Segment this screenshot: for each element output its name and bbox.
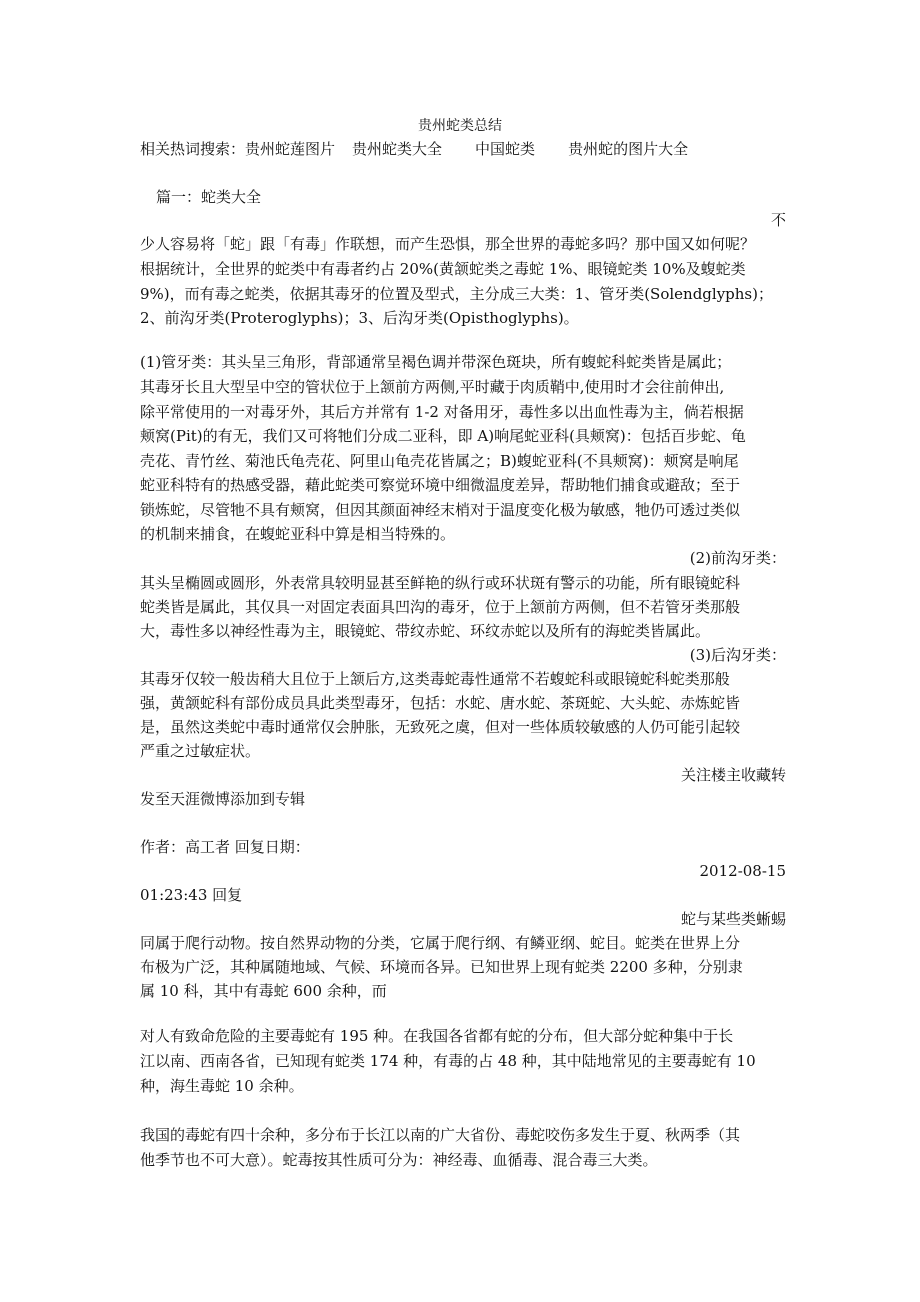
text-line: 除平常使用的一对毒牙外，其后方并常有 1-2 对备用牙，毒性多以出血性毒为主，倘若根据: [140, 403, 744, 421]
text-line: 蛇类皆是属此，其仅具一对固定表面具凹沟的毒牙，位于上颔前方两侧，但不若管牙类那般: [140, 598, 741, 616]
text-line: 我国的毒蛇有四十余种，多分布于长江以南的广大省份、毒蛇咬伤多发生于夏、秋两季（其: [140, 1126, 741, 1144]
text-line: 颊窝(Pit)的有无，我们又可将牠们分成二亚科，即 A)响尾蛇亚科(具颊窝)：包括百步蛇、龟: [140, 427, 746, 445]
keyword-link[interactable]: 贵州蛇莲图片: [245, 140, 336, 158]
follow-collect-link[interactable]: 关注楼主收藏转: [680, 766, 786, 784]
text-line: 对人有致命危险的主要毒蛇有 195 种。在我国各省都有蛇的分布，但大部分蛇种集中于长: [140, 1027, 734, 1045]
page-title: 贵州蛇类总结: [418, 118, 502, 134]
reply-date: 2012-08-15: [699, 862, 786, 880]
text-line: 少人容易将「蛇」跟「有毒」作联想，而产生恐惧，那全世界的毒蛇多吗？那中国又如何呢？: [140, 235, 756, 253]
text-line: 壳花、青竹丝、菊池氏龟壳花、阿里山龟壳花皆属之；B)蝮蛇亚科(不具颊窝)：颊窝是响尾: [140, 452, 739, 470]
hot-keywords-label: 相关热词搜索：: [140, 140, 246, 158]
author-line: 作者：高工者 回复日期：: [140, 838, 310, 856]
text-line: 其毒牙长且大型呈中空的管状位于上颔前方两侧,平时藏于肉质鞘中,使用时才会往前伸出,: [140, 378, 725, 396]
keyword-link[interactable]: 贵州蛇的图片大全: [568, 140, 689, 158]
text-line: 不: [770, 211, 786, 229]
hot-keywords: [140, 137, 688, 161]
text-line: 2、前沟牙类(Proteroglyphs)；3、后沟牙类(Opisthoglyphs)。: [140, 309, 579, 327]
text-line: 根据统计，全世界的蛇类中有毒者约占 20%(黄颔蛇类之毒蛇 1%、眼镜蛇类 10%及蝮蛇类: [140, 260, 746, 278]
reply-time-line: 01:23:43 回复: [140, 886, 243, 904]
text-line: 江以南、西南各省，已知现有蛇类 174 种，有毒的占 48 种，其中陆地常见的主要毒蛇有 10: [140, 1052, 756, 1070]
text-line: 9%)，而有毒之蛇类，依据其毒牙的位置及型式，主分成三大类：1、管牙类(Solendglyphs)；: [140, 285, 773, 303]
text-line: 属 10 科，其中有毒蛇 600 余种，而: [140, 982, 387, 1000]
text-line: 蛇亚科特有的热感受器，藉此蛇类可察觉环境中细微温度差异，帮助牠们捕食或避敌；至于: [140, 476, 741, 494]
text-line: 是，虽然这类蛇中毒时通常仅会肿胀，无致死之虞，但对一些体质较敏感的人仍可能引起较: [140, 718, 741, 736]
keyword-link[interactable]: 贵州蛇类大全: [352, 140, 443, 158]
text-line: (2)前沟牙类：: [689, 549, 786, 567]
keyword-link[interactable]: 中国蛇类: [475, 140, 536, 158]
text-line: 布极为广泛，其种属随地域、气候、环境而各异。已知世界上现有蛇类 2200 多种，分别隶: [140, 958, 743, 976]
text-line: 其头呈椭圆或圆形，外表常具较明显甚至鲜艳的纵行或环状斑有警示的功能，所有眼镜蛇科: [140, 574, 741, 592]
text-line: 他季节也不可大意）。蛇毒按其性质可分为：神经毒、血循毒、混合毒三大类。: [140, 1151, 658, 1169]
text-line: 蛇与某些类蜥蜴: [680, 910, 786, 928]
text-line: 大，毒性多以神经性毒为主，眼镜蛇、带纹赤蛇、环纹赤蛇以及所有的海蛇类皆属此。: [140, 622, 711, 640]
text-line: 锁炼蛇，尽管牠不具有颊窝，但因其颜面神经末梢对于温度变化极为敏感，牠仍可透过类似: [140, 501, 741, 519]
text-line: 其毒牙仅较一般齿稍大且位于上颔后方,这类毒蛇毒性通常不若蝮蛇科或眼镜蛇科蛇类那般: [140, 670, 730, 688]
text-line: 的机制来捕食，在蝮蛇亚科中算是相当特殊的。: [140, 525, 456, 543]
text-line: (3)后沟牙类：: [689, 646, 786, 664]
text-line: 种，海生毒蛇 10 余种。: [140, 1077, 304, 1095]
text-line: 强，黄颔蛇科有部份成员具此类型毒牙，包括：水蛇、唐水蛇、茶斑蛇、大头蛇、赤炼蛇皆: [140, 694, 741, 712]
share-weibo-link[interactable]: 发至天涯微博添加到专辑: [140, 790, 306, 808]
text-line: (1)管牙类：其头呈三角形，背部通常呈褐色调并带深色斑块，所有蝮蛇科蛇类皆是属此；: [140, 353, 732, 371]
text-line: 严重之过敏症状。: [140, 742, 261, 760]
text-line: 同属于爬行动物。按自然界动物的分类，它属于爬行纲、有鳞亚纲、蛇目。蛇类在世界上分: [140, 934, 741, 952]
section-heading: 篇一：蛇类大全: [156, 188, 262, 206]
